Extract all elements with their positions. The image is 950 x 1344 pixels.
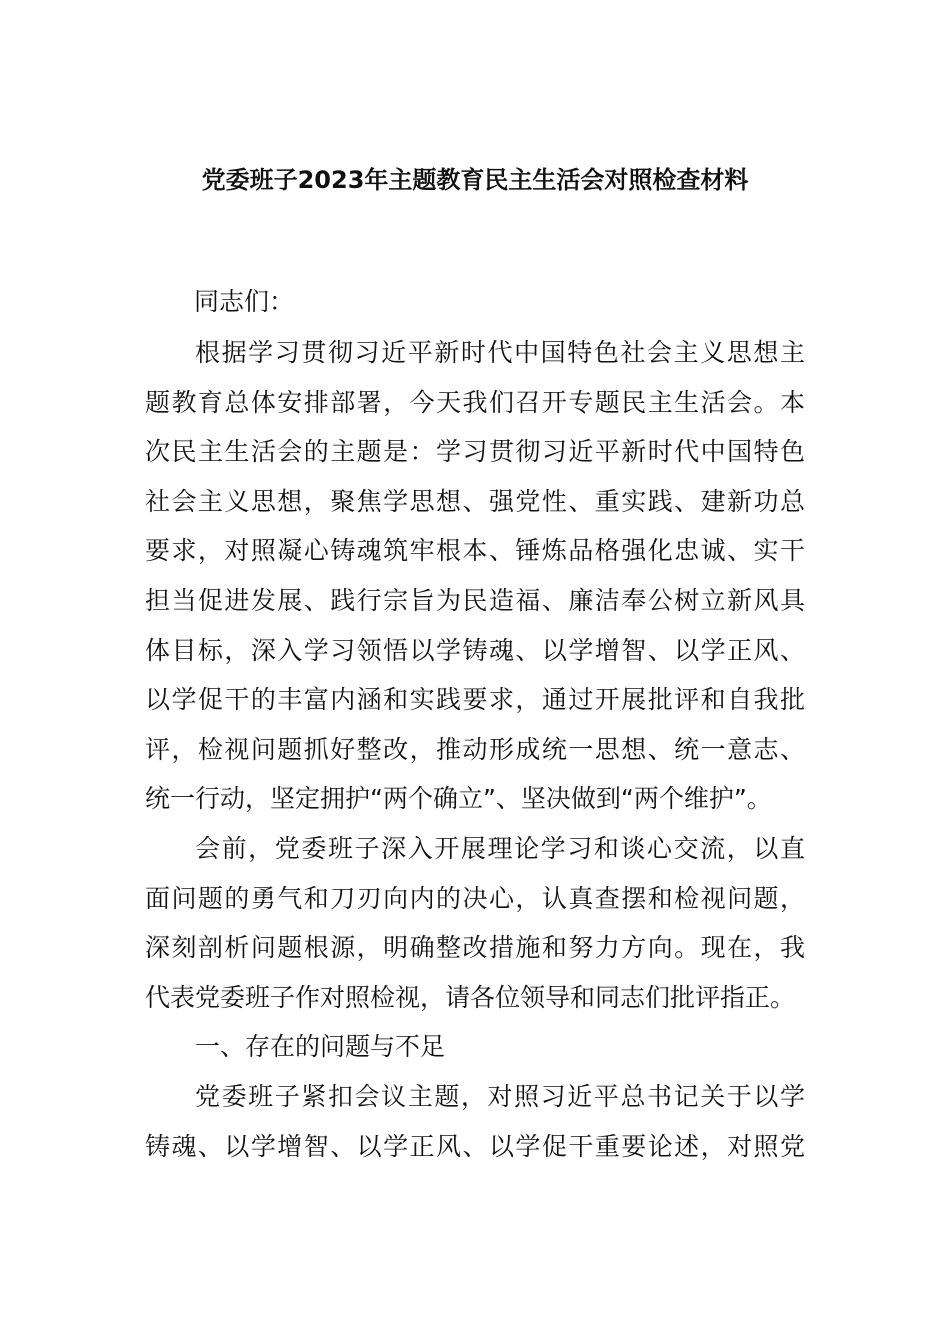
paragraph-line: 要求，对照凝心铸魂筑牢根本、锤炼品格强化忠诚、实干 <box>145 536 805 566</box>
paragraph-line: 铸魂、以学增智、以学正风、以学促干重要论述，对照党 <box>145 1131 805 1161</box>
document-title: 党委班子2023年主题教育民主生活会对照检查材料 <box>201 166 749 194</box>
document-body <box>145 328 805 1171</box>
paragraph-line: 评，检视问题抓好整改，推动形成统一思想、统一意志、 <box>145 734 805 764</box>
section-heading: 一、存在的问题与不足 <box>195 1032 446 1062</box>
paragraph-line: 深刻剖析问题根源，明确整改措施和努力方向。现在，我 <box>145 933 805 963</box>
paragraph-line: 题教育总体安排部署，今天我们召开专题民主生活会。本 <box>145 387 805 417</box>
salutation: 同志们： <box>194 287 295 316</box>
paragraph-line: 以学促干的丰富内涵和实践要求，通过开展批评和自我批 <box>145 685 805 715</box>
paragraph-line: 党委班子紧扣会议主题，对照习近平总书记关于以学 <box>195 1081 805 1111</box>
paragraph-line: 会前，党委班子深入开展理论学习和谈心交流，以直 <box>195 833 805 863</box>
paragraph-line: 担当促进发展、践行宗旨为民造福、廉洁奉公树立新风具 <box>145 585 805 615</box>
paragraph-line: 体目标，深入学习领悟以学铸魂、以学增智、以学正风、 <box>145 635 805 665</box>
paragraph-line: 次民主生活会的主题是：学习贯彻习近平新时代中国特色 <box>145 437 805 467</box>
paragraph-line: 根据学习贯彻习近平新时代中国特色社会主义思想主 <box>195 338 805 367</box>
paragraph-line: 面问题的勇气和刀刃向内的决心，认真查摆和检视问题， <box>145 883 805 913</box>
paragraph-line: 代表党委班子作对照检视，请各位领导和同志们批评指正。 <box>145 982 796 1012</box>
paragraph-line: 统一行动，坚定拥护“两个确立”、坚决做到“两个维护”。 <box>145 784 772 814</box>
paragraph-line: 社会主义思想，聚焦学思想、强党性、重实践、建新功总 <box>145 486 805 516</box>
